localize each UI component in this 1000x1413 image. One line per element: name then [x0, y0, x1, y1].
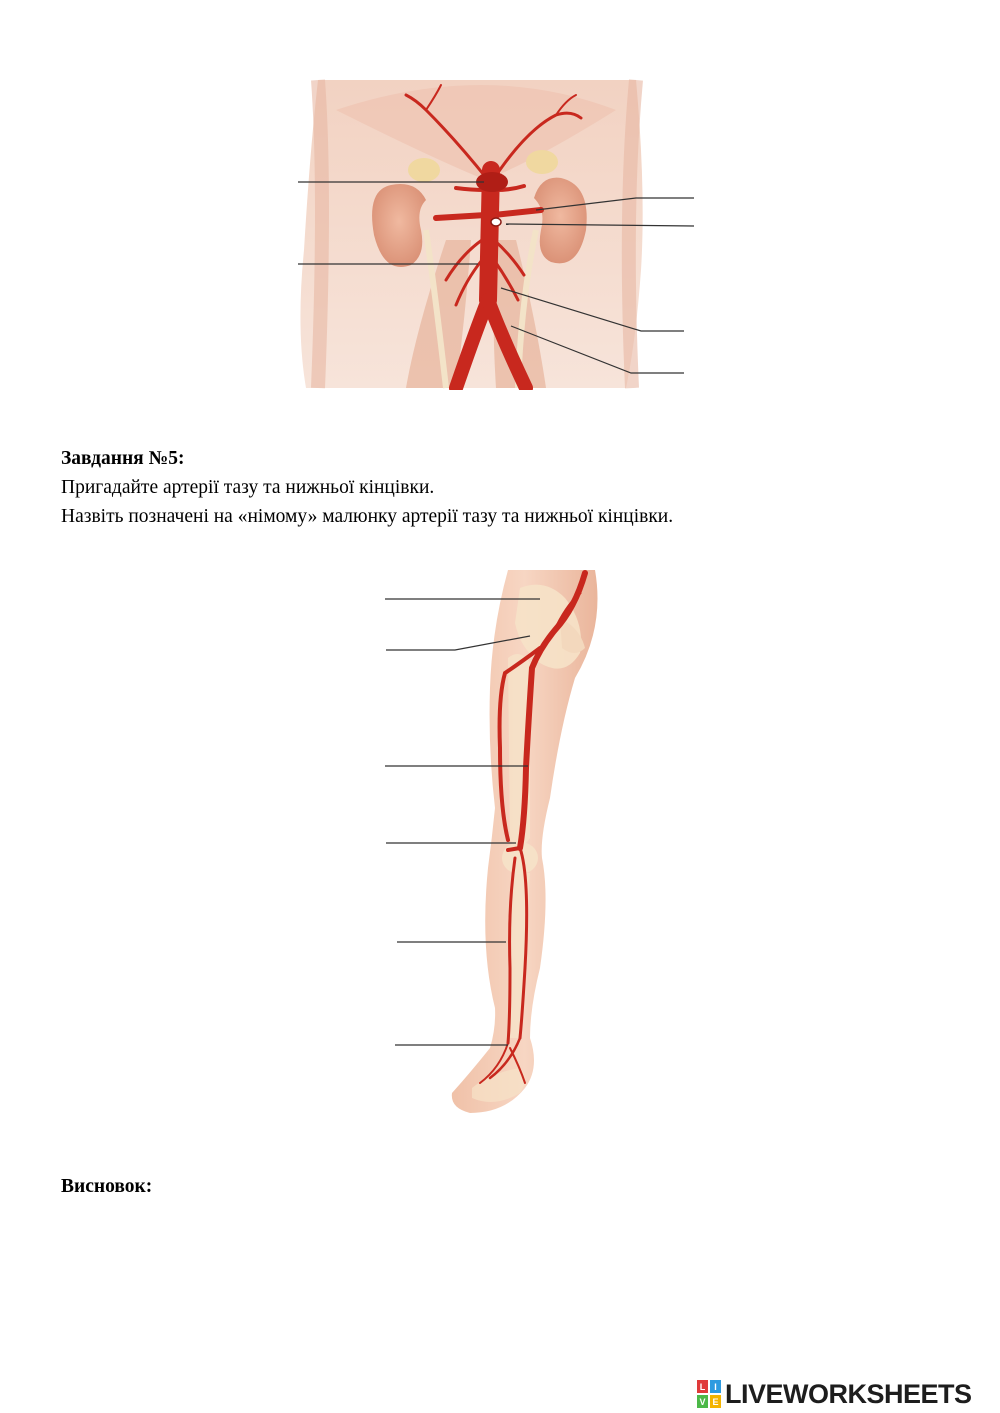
abdominal-arteries-figure — [296, 70, 696, 390]
right-adrenal-gland — [526, 150, 558, 174]
svg-text:I: I — [714, 1382, 717, 1392]
task5-block — [61, 444, 673, 531]
watermark-text: LIVEWORKSHEETS — [725, 1378, 972, 1409]
liveworksheets-logo-icon — [697, 1380, 721, 1408]
task5-instruction-2: Назвіть позначені на «німому» малюнку артерії тазу та нижньої кінцівки. — [61, 506, 674, 527]
lower-limb-arteries-figure — [380, 568, 620, 1118]
task5-title: Завдання №5: — [61, 448, 185, 469]
liveworksheets-watermark — [697, 1378, 972, 1410]
svg-text:L: L — [699, 1382, 706, 1392]
conclusion-title: Висновок: — [61, 1176, 153, 1197]
task5-instruction-1: Пригадайте артерії тазу та нижньої кінцівки. — [61, 477, 435, 498]
svg-text:E: E — [712, 1397, 719, 1407]
svg-text:V: V — [699, 1397, 706, 1407]
left-adrenal-gland — [408, 158, 440, 182]
